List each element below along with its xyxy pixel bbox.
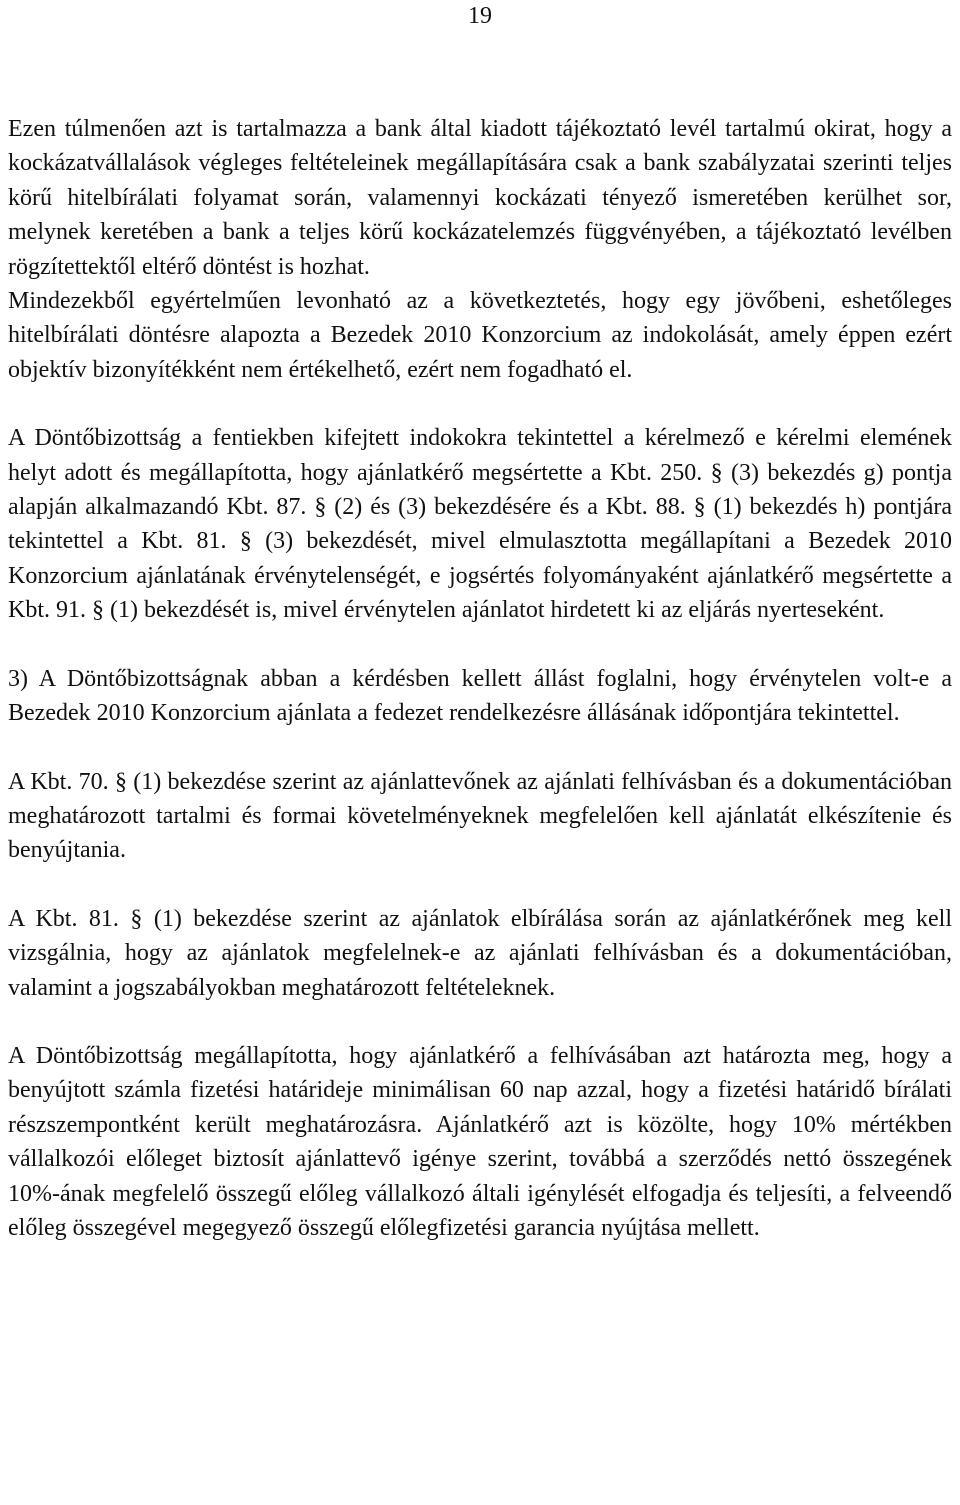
paragraph-board-decision: A Döntőbizottság a fentiekben kifejtett indokokra tekintettel a kérelmező e kérelmi elemének helyt adott és megállapította, hogy ajánlatkérő megsértette a Kbt. 250. § (3) bekezdés g) pontja alapján alkalmazandó Kbt. 87. § (2) és (3) bekezdésére és a Kbt. 88. § (1) bekezdés h) pontjára tekintettel a Kbt. 81. § (3) bekezdését, mivel elmulasztotta megállapítani a Bezedek 2010 Konzorcium ajánlatának érvénytelenségét, e jogsértés folyományaként ajánlatkérő megsértette a Kbt. 91. § (1) bekezdését is, mivel érvénytelen ajánlatot hirdetett ki az eljárás nyerteseként. <box>8 425 952 624</box>
paragraph-board-finding: A Döntőbizottság megállapította, hogy ajánlatkérő a felhívásában azt határozta meg, hogy a benyújtott számla fizetési határideje minimálisan 60 nap azzal, hogy a fizetési határidő bírálati részszempontként került meghatározásra. Ajánlatkérő azt is közölte, hogy 10% mértékben vállalkozói előleget biztosít ajánlattevő igénye szerint, továbbá a szerződés nettó összegének 10%-ának megfelelő összegű előleg vállalkozó általi igénylését elfogadja és teljesíti, a felveendő előleg összegével megegyező összegű előlegfizetési garancia nyújtása mellett. <box>8 1042 952 1241</box>
page-number: 19 <box>468 3 492 29</box>
paragraph-bank-letter: Ezen túlmenően azt is tartalmazza a bank által kiadott tájékoztató levél tartalmú okirat, hogy a kockázatvállalások végleges feltételeinek megállapítására csak a bank szabályzatai szerinti teljes körű hitelbírálati folyamat során, valamennyi kockázati tényező ismeretében kerülhet sor, melynek keretében a bank a teljes körű kockázatelemzés függvényében, a tájékoztató levélben rögzítettektől eltérő döntést is hozhat. <box>8 116 952 280</box>
paragraph-kbt-70: A Kbt. 70. § (1) bekezdése szerint az ajánlattevőnek az ajánlati felhívásban és a dokumentációban meghatározott tartalmi és formai követelményeknek megfelelően kell ajánlatát elkészítenie és benyújtania. <box>8 768 952 864</box>
document-body <box>8 112 952 1245</box>
paragraph-kbt-81: A Kbt. 81. § (1) bekezdése szerint az ajánlatok elbírálása során az ajánlatkérőnek meg kell vizsgálnia, hogy az ajánlatok megfelelnek-e az ajánlati felhívásban és a dokumentációban, valamint a jogszabályokban meghatározott feltételeknek. <box>8 905 952 1001</box>
paragraph-question-3: 3) A Döntőbizottságnak abban a kérdésben kellett állást foglalni, hogy érvénytelen volt-e a Bezedek 2010 Konzorcium ajánlata a fedezet rendelkezésre állásának időpontjára tekintettel. <box>8 665 952 727</box>
paragraph-conclusion: Mindezekből egyértelműen levonható az a következtetés, hogy egy jövőbeni, eshetőleges hitelbírálati döntésre alapozta a Bezedek 2010 Konzorcium az indokolását, amely éppen ezért objektív bizonyítékként nem értékelhető, ezért nem fogadható el. <box>8 288 952 383</box>
